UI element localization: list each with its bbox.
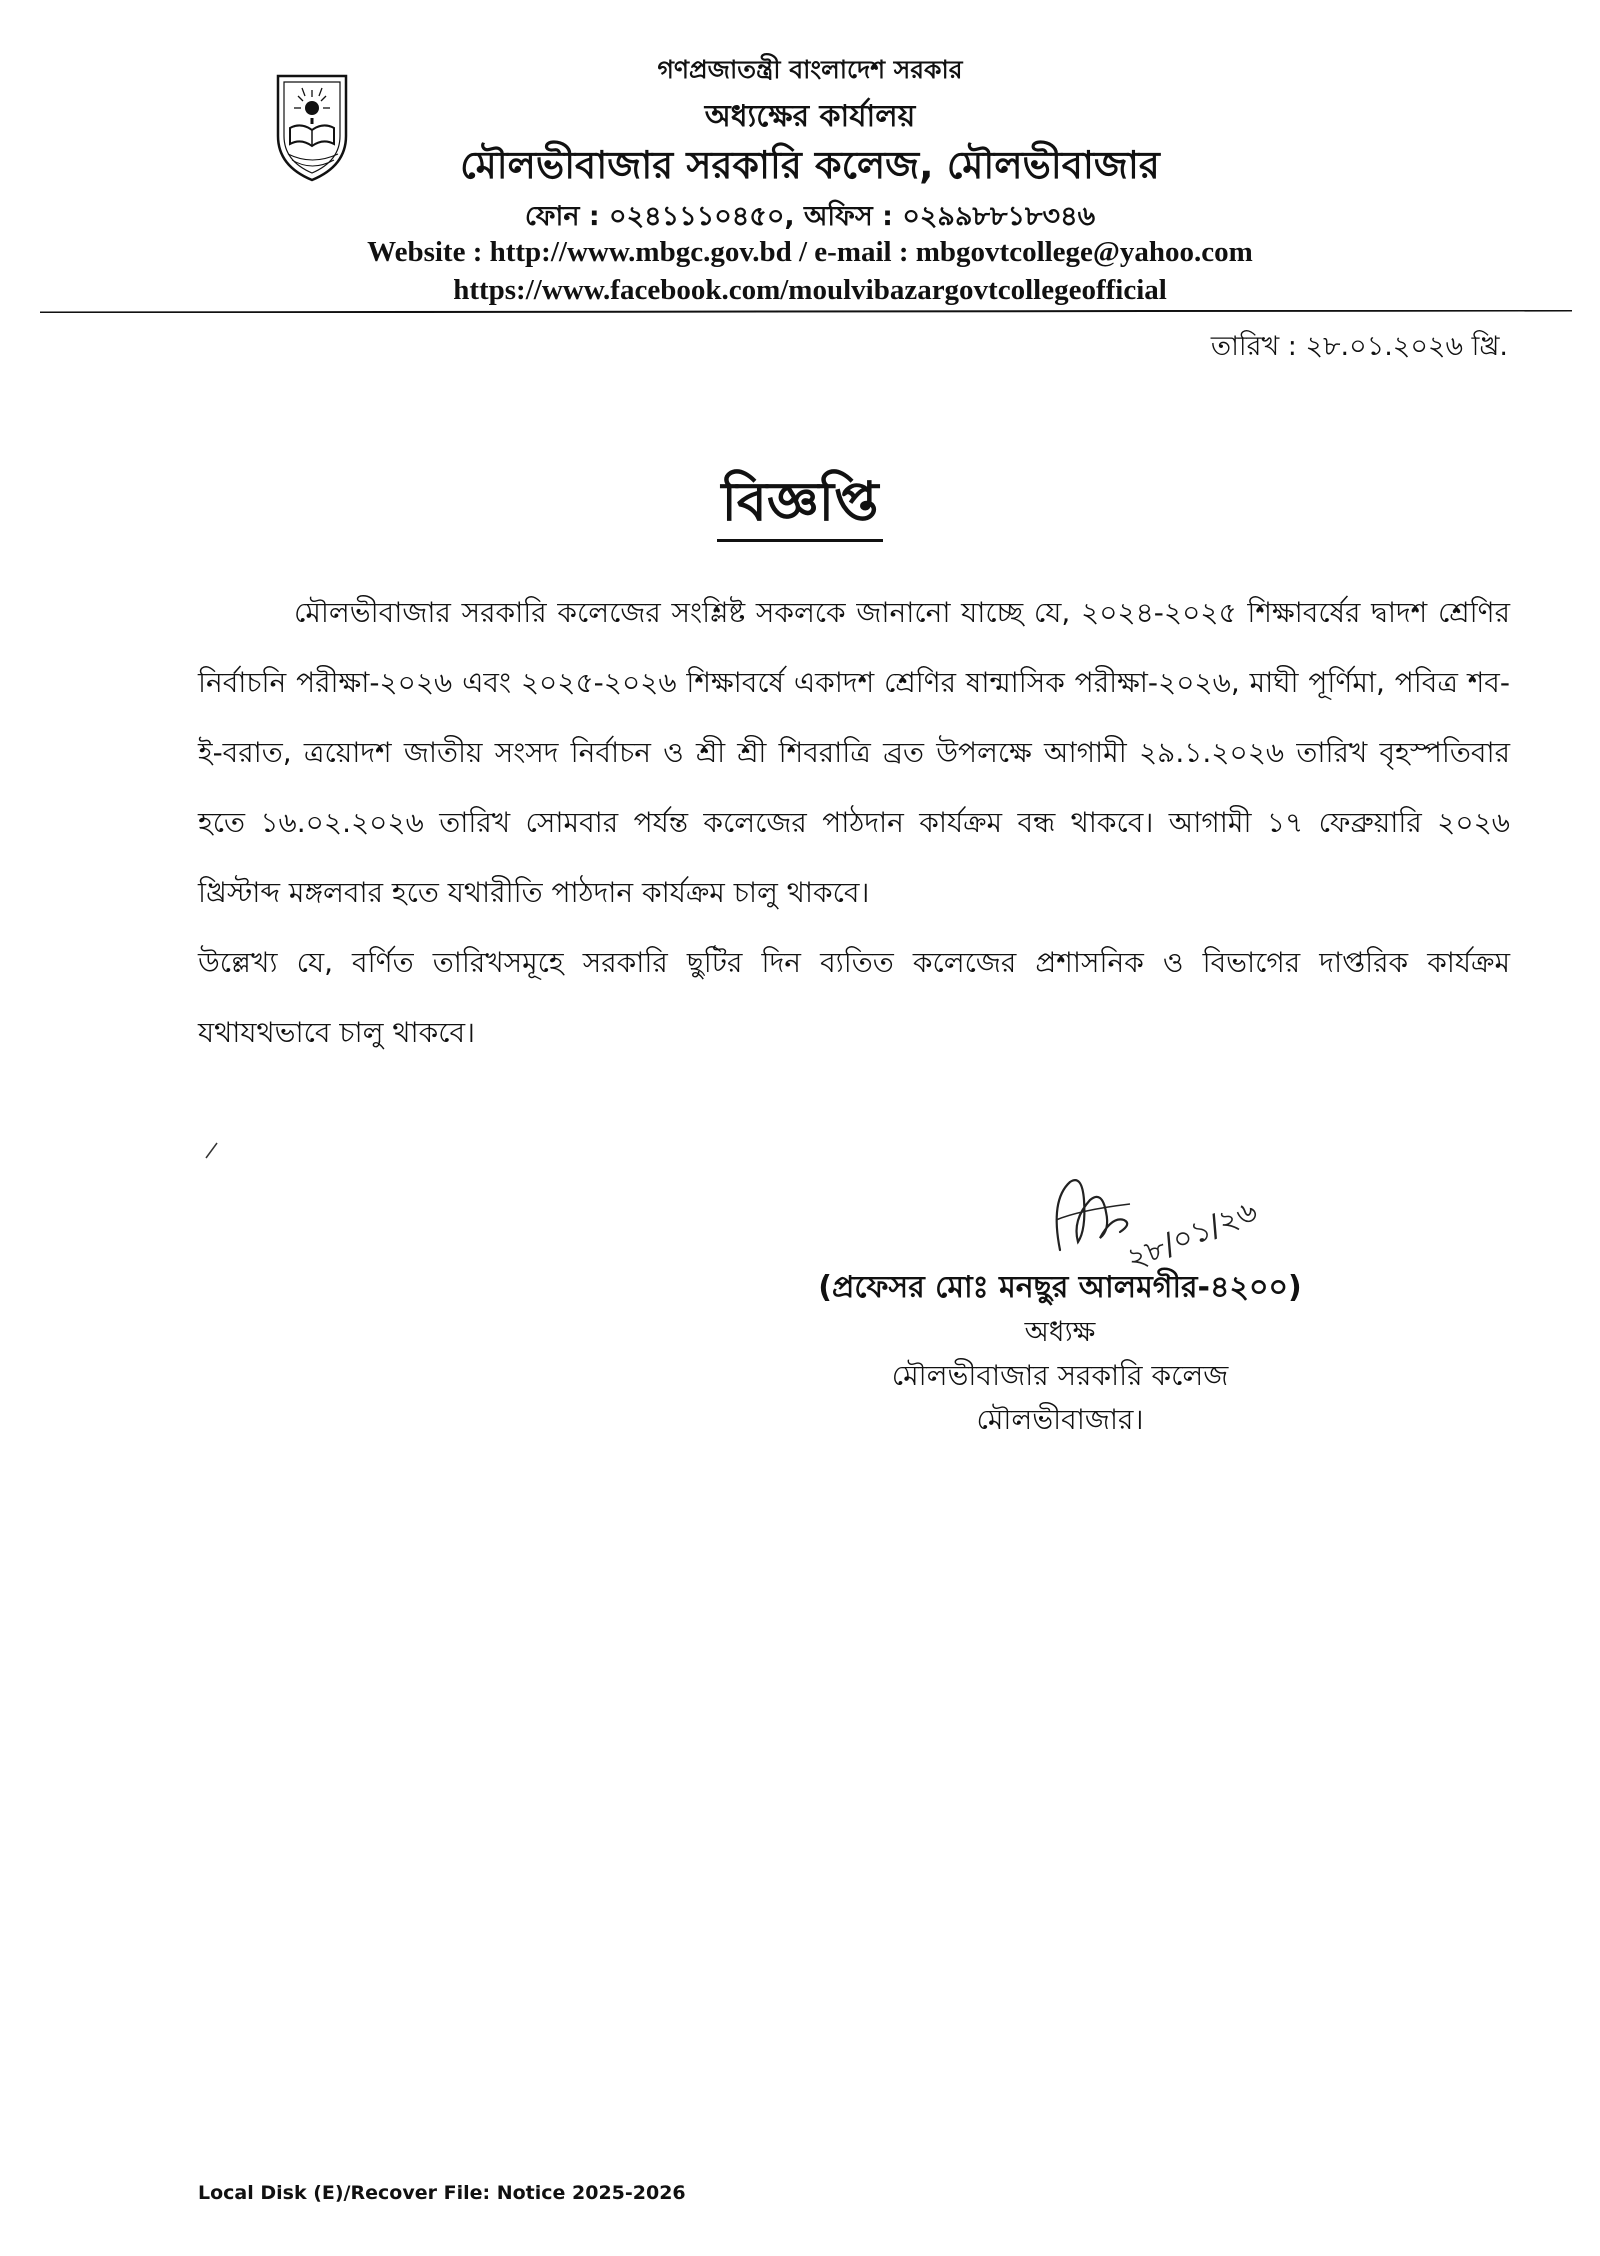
notice-date: তারিখ : ২৮.০১.২০২৬ খ্রি. <box>1210 331 1508 362</box>
notice-body <box>198 578 1510 1068</box>
handwritten-date: ২৮/০১/২৬ <box>1121 1193 1263 1278</box>
signatory-institution: মৌলভীবাজার সরকারি কলেজ <box>891 1359 1229 1392</box>
signatory-location: মৌলভীবাজার। <box>976 1403 1144 1436</box>
office-name: অধ্যক্ষের কার্যালয় <box>704 99 916 134</box>
notice-title-text: বিজ্ঞপ্তি <box>717 470 882 542</box>
stray-mark <box>204 1140 220 1160</box>
body-paragraph-1: মৌলভীবাজার সরকারি কলেজের সংশ্লিষ্ট সকলকে জানানো যাচ্ছে যে, ২০২৪-২০২৫ শিক্ষাবর্ষের দ্বাদশ শ্রেণির নির্বাচনি পরীক্ষা-২০২৬ এবং ২০২৫-২০২৬ শিক্ষাবর্ষে একাদশ শ্রেণির ষান্মাসিক পরীক্ষা-২০২৬, মাঘী পূর্ণিমা, পবিত্র শব-ই-বরাত, ত্রয়োদশ জাতীয় সংসদ নির্বাচন ও শ্রী শ্রী শিবরাত্রি ব্রত উপলক্ষে আগামী ২৯.১.২০২৬ তারিখ বৃহস্পতিবার হতে ১৬.০২.২০২৬ তারিখ সোমবার পর্যন্ত কলেজের পাঠদান কার্যক্রম বন্ধ থাকবে। আগামী ১৭ ফেব্রুয়ারি ২০২৬ খ্রিস্টাব্দ মঙ্গলবার হতে যথারীতি পাঠদান কার্যক্রম চালু থাকবে। <box>198 596 1510 909</box>
college-name: মৌলভীবাজার সরকারি কলেজ, মৌলভীবাজার <box>460 143 1160 187</box>
notice-title <box>0 460 1600 550</box>
handwritten-signature <box>1020 1160 1280 1280</box>
facebook-link: https://www.facebook.com/moulvibazargovtcollegeofficial <box>453 274 1167 306</box>
government-name: গণপ্রজাতন্ত্রী বাংলাদেশ সরকার <box>657 55 963 84</box>
file-path-footer: Local Disk (E)/Recover File: Notice 2025-2026 <box>198 2182 686 2204</box>
signatory-designation: অধ্যক্ষ <box>1024 1315 1096 1348</box>
signature-block <box>800 1266 1320 1442</box>
signatory-name: (প্রফেসর মোঃ মনছুর আলমগীর-৪২০০) <box>818 1270 1302 1305</box>
website-email: Website : http://www.mbgc.gov.bd / e-mail : mbgovtcollege@yahoo.com <box>367 236 1253 268</box>
phone-numbers: ফোন : ০২৪১১১০৪৫০, অফিস : ০২৯৯৮৮১৮৩৪৬ <box>524 201 1096 232</box>
body-paragraph-2: উল্লেখ্য যে, বর্ণিত তারিখসমূহে সরকারি ছুটির দিন ব্যতিত কলেজের প্রশাসনিক ও বিভাগের দাপ্তরিক কার্যক্রম যথাযথভাবে চালু থাকবে। <box>198 946 1510 1049</box>
header-divider <box>40 310 1572 313</box>
